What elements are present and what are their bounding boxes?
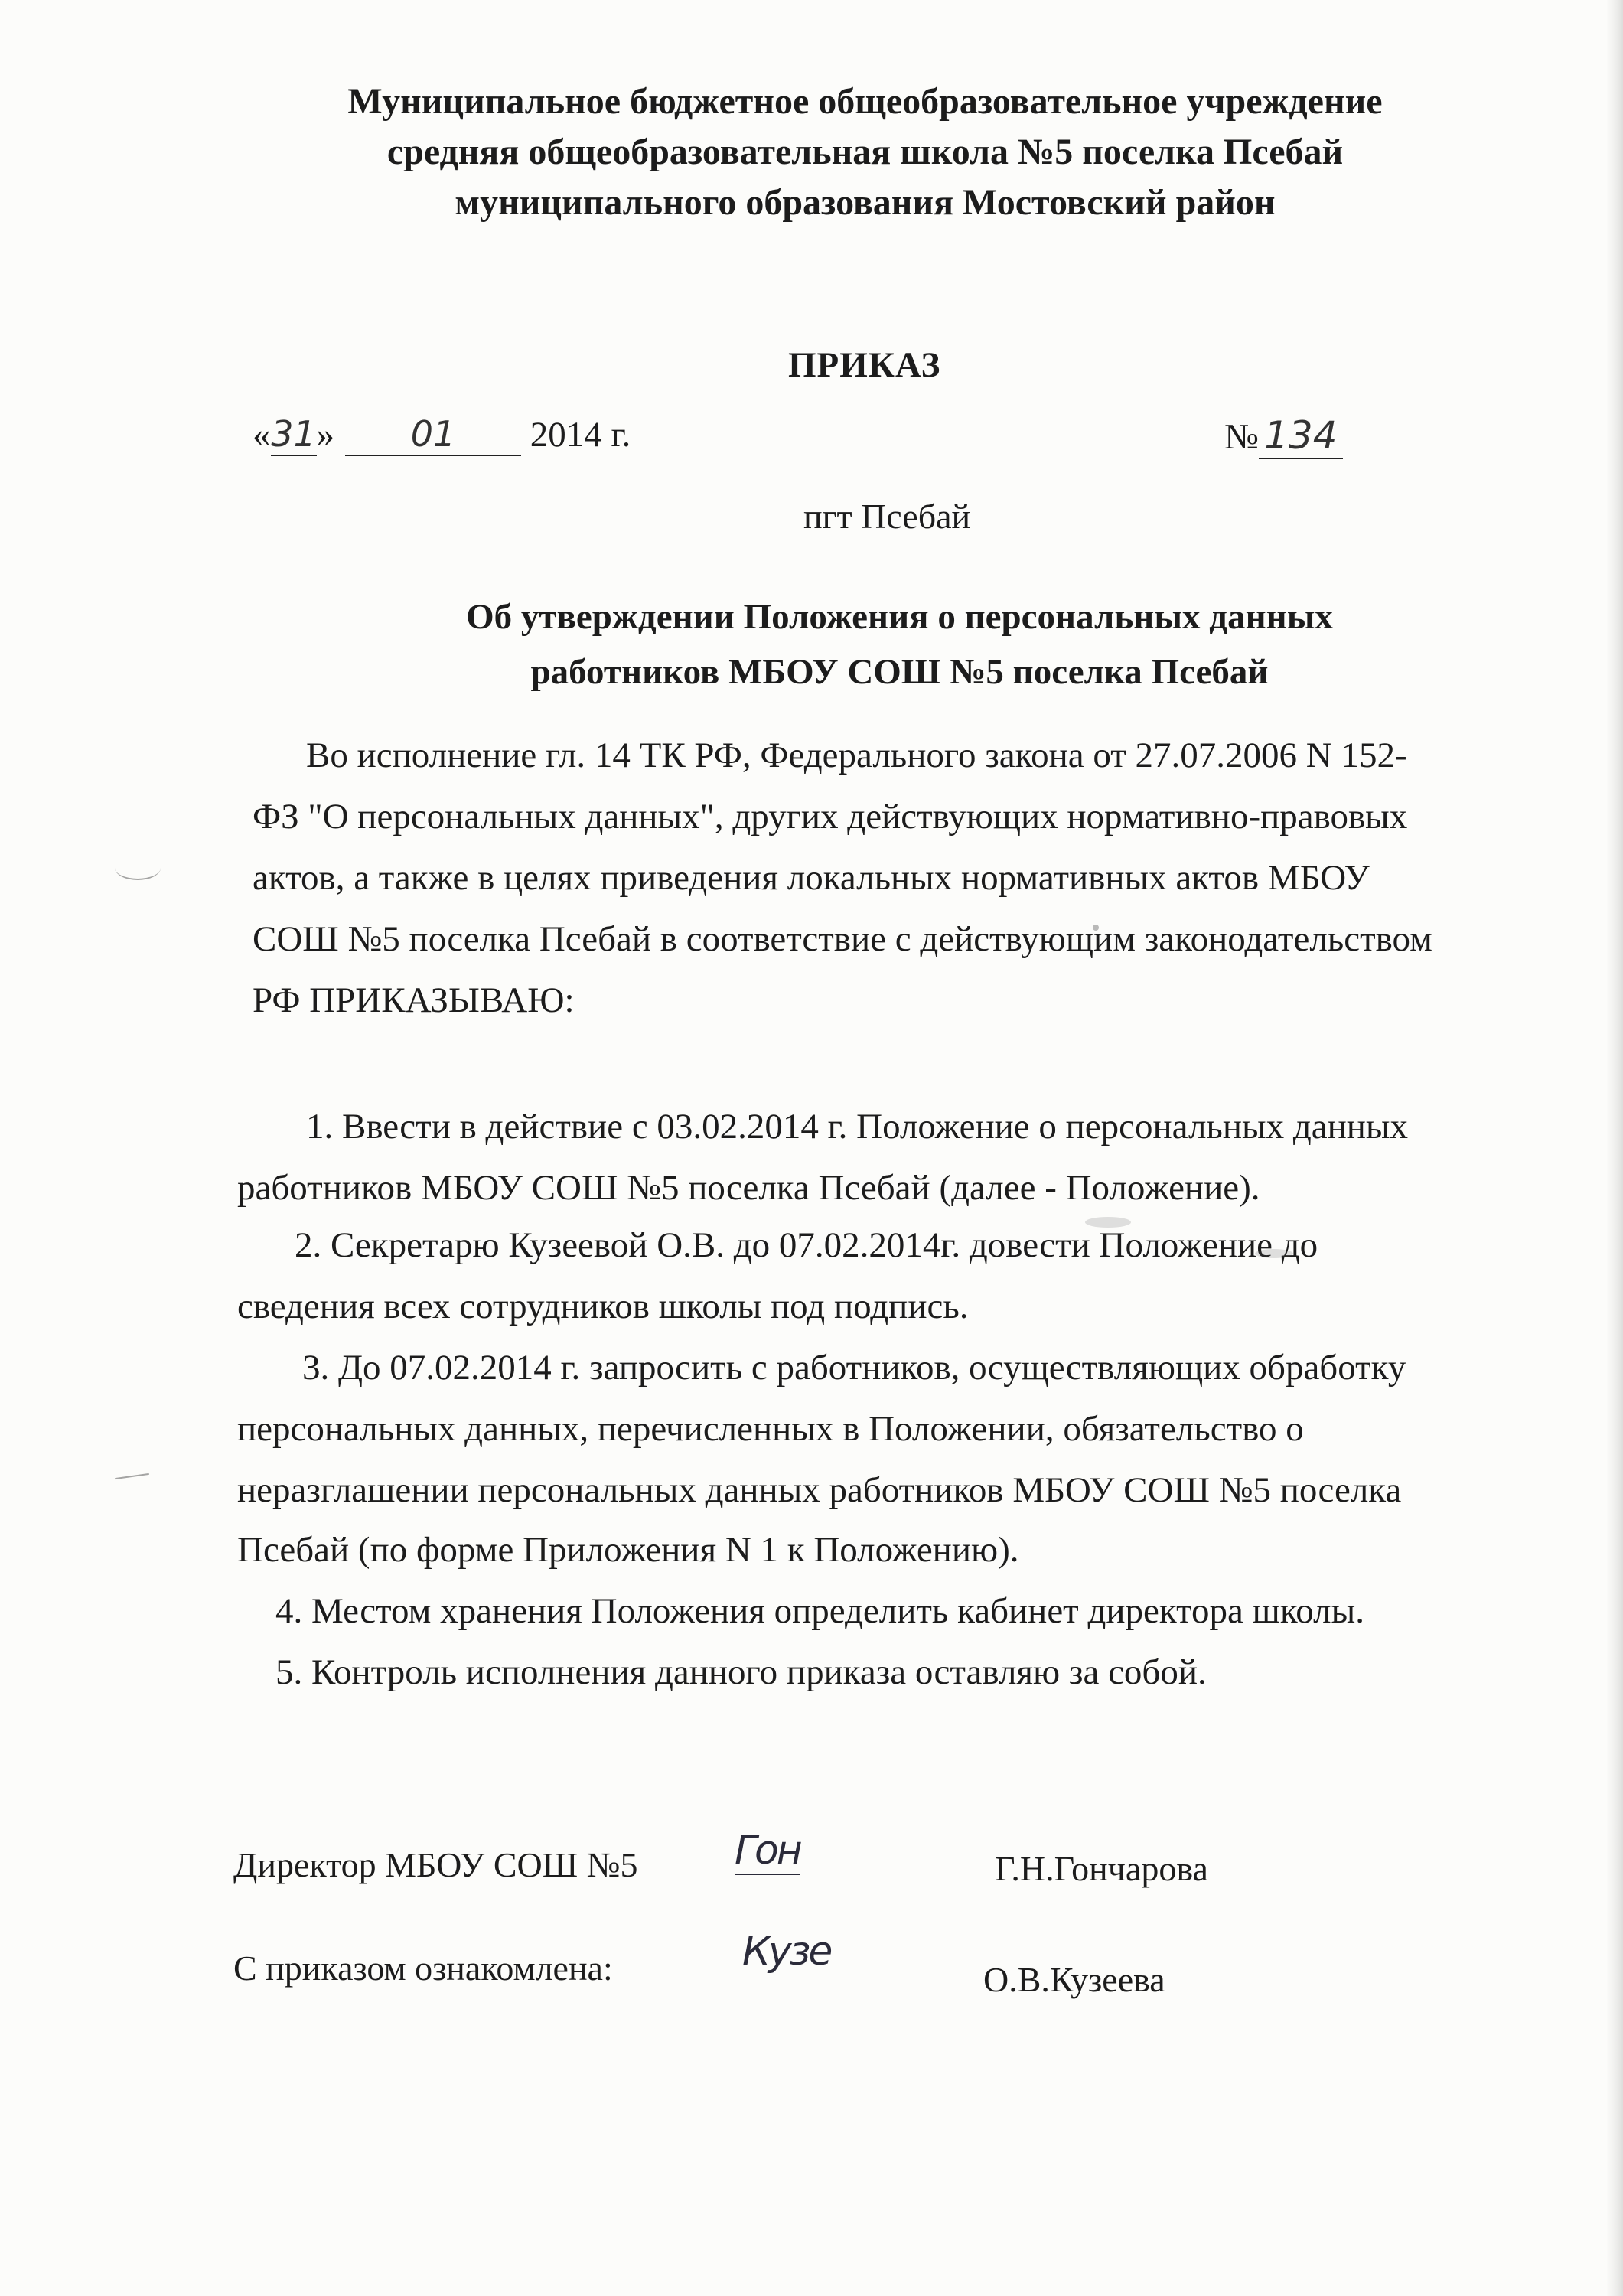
subject-line-1: Об утверждении Положения о персональных данных	[466, 597, 1333, 637]
header-line-1: Муниципальное бюджетное общеобразовательное учреждение	[347, 81, 1383, 122]
order-item-line: 4. Местом хранения Положения определить кабинет директора школы.	[275, 1591, 1364, 1631]
order-item-line: 2. Секретарю Кузеевой О.В. до 07.02.2014г. довести Положение до	[295, 1225, 1318, 1265]
preamble-line: Во исполнение гл. 14 ТК РФ, Федерального закона от 27.07.2006 N 152-	[306, 735, 1407, 775]
punch-hole-mark	[115, 856, 161, 880]
order-place: пгт Псебай	[803, 497, 971, 536]
order-item-line: 3. До 07.02.2014 г. запросить с работников, осуществляющих обработку	[302, 1348, 1406, 1388]
preamble-line: РФ ПРИКАЗЫВАЮ:	[253, 980, 575, 1020]
scan-speck	[1255, 1249, 1293, 1258]
order-date	[253, 413, 631, 456]
acknowledgement-signature-mark: Кузе	[742, 1929, 831, 1975]
order-item-line: сведения всех сотрудников школы под подпись.	[237, 1287, 969, 1326]
order-item-line: работников МБОУ СОШ №5 поселка Псебай (далее - Положение).	[237, 1168, 1260, 1208]
organization-header	[0, 77, 1623, 228]
order-number	[1224, 413, 1343, 459]
director-label: Директор МБОУ СОШ №5	[233, 1845, 638, 1884]
order-item-line: персональных данных, перечисленных в Положении, обязательство о	[237, 1409, 1304, 1449]
date-year: 2014 г.	[530, 415, 631, 455]
order-item-line: 1. Ввести в действие с 03.02.2014 г. Положение о персональных данных	[306, 1107, 1408, 1146]
date-day: 31	[271, 413, 316, 455]
date-month: 01	[345, 413, 521, 456]
header-line-2: средняя общеобразовательная школа №5 поселка Псебай	[386, 132, 1344, 172]
subject-line-2: работников МБОУ СОШ №5 поселка Псебай	[530, 652, 1269, 692]
order-number-prefix: №	[1224, 417, 1259, 457]
order-item-line: неразглашении персональных данных работников МБОУ СОШ №5 поселка	[237, 1470, 1402, 1510]
scan-speck	[1093, 925, 1099, 931]
director-signature-mark: Гон	[735, 1828, 800, 1874]
order-subject	[0, 589, 1623, 700]
preamble-line: актов, а также в целях приведения локальных нормативных актов МБОУ	[253, 858, 1370, 898]
order-number-value: 134	[1259, 413, 1343, 459]
director-name: Г.Н.Гончарова	[995, 1849, 1208, 1888]
acknowledgement-name: О.В.Кузеева	[983, 1960, 1165, 1999]
punch-hole-mark	[115, 1473, 149, 1479]
preamble-line: СОШ №5 поселка Псебай в соответствие с действующим законодательством	[253, 919, 1432, 959]
document-title: ПРИКАЗ	[788, 345, 941, 385]
header-line-3: муниципального образования Мостовский район	[455, 182, 1276, 223]
order-item-line: 5. Контроль исполнения данного приказа оставляю за собой.	[275, 1652, 1207, 1692]
acknowledgement-signature	[742, 1929, 830, 1975]
scan-speck	[1085, 1217, 1131, 1228]
date-quote-close: »	[316, 415, 334, 455]
director-signature	[735, 1828, 800, 1875]
order-item-line: Псебай (по форме Приложения N 1 к Положению).	[237, 1530, 1019, 1570]
acknowledgement-label: С приказом ознакомлена:	[233, 1949, 613, 1988]
date-quote-open: «	[253, 415, 271, 455]
preamble-line: ФЗ "О персональных данных", других действующих нормативно-правовых	[253, 797, 1408, 837]
scan-edge-shadow	[1606, 0, 1623, 2296]
